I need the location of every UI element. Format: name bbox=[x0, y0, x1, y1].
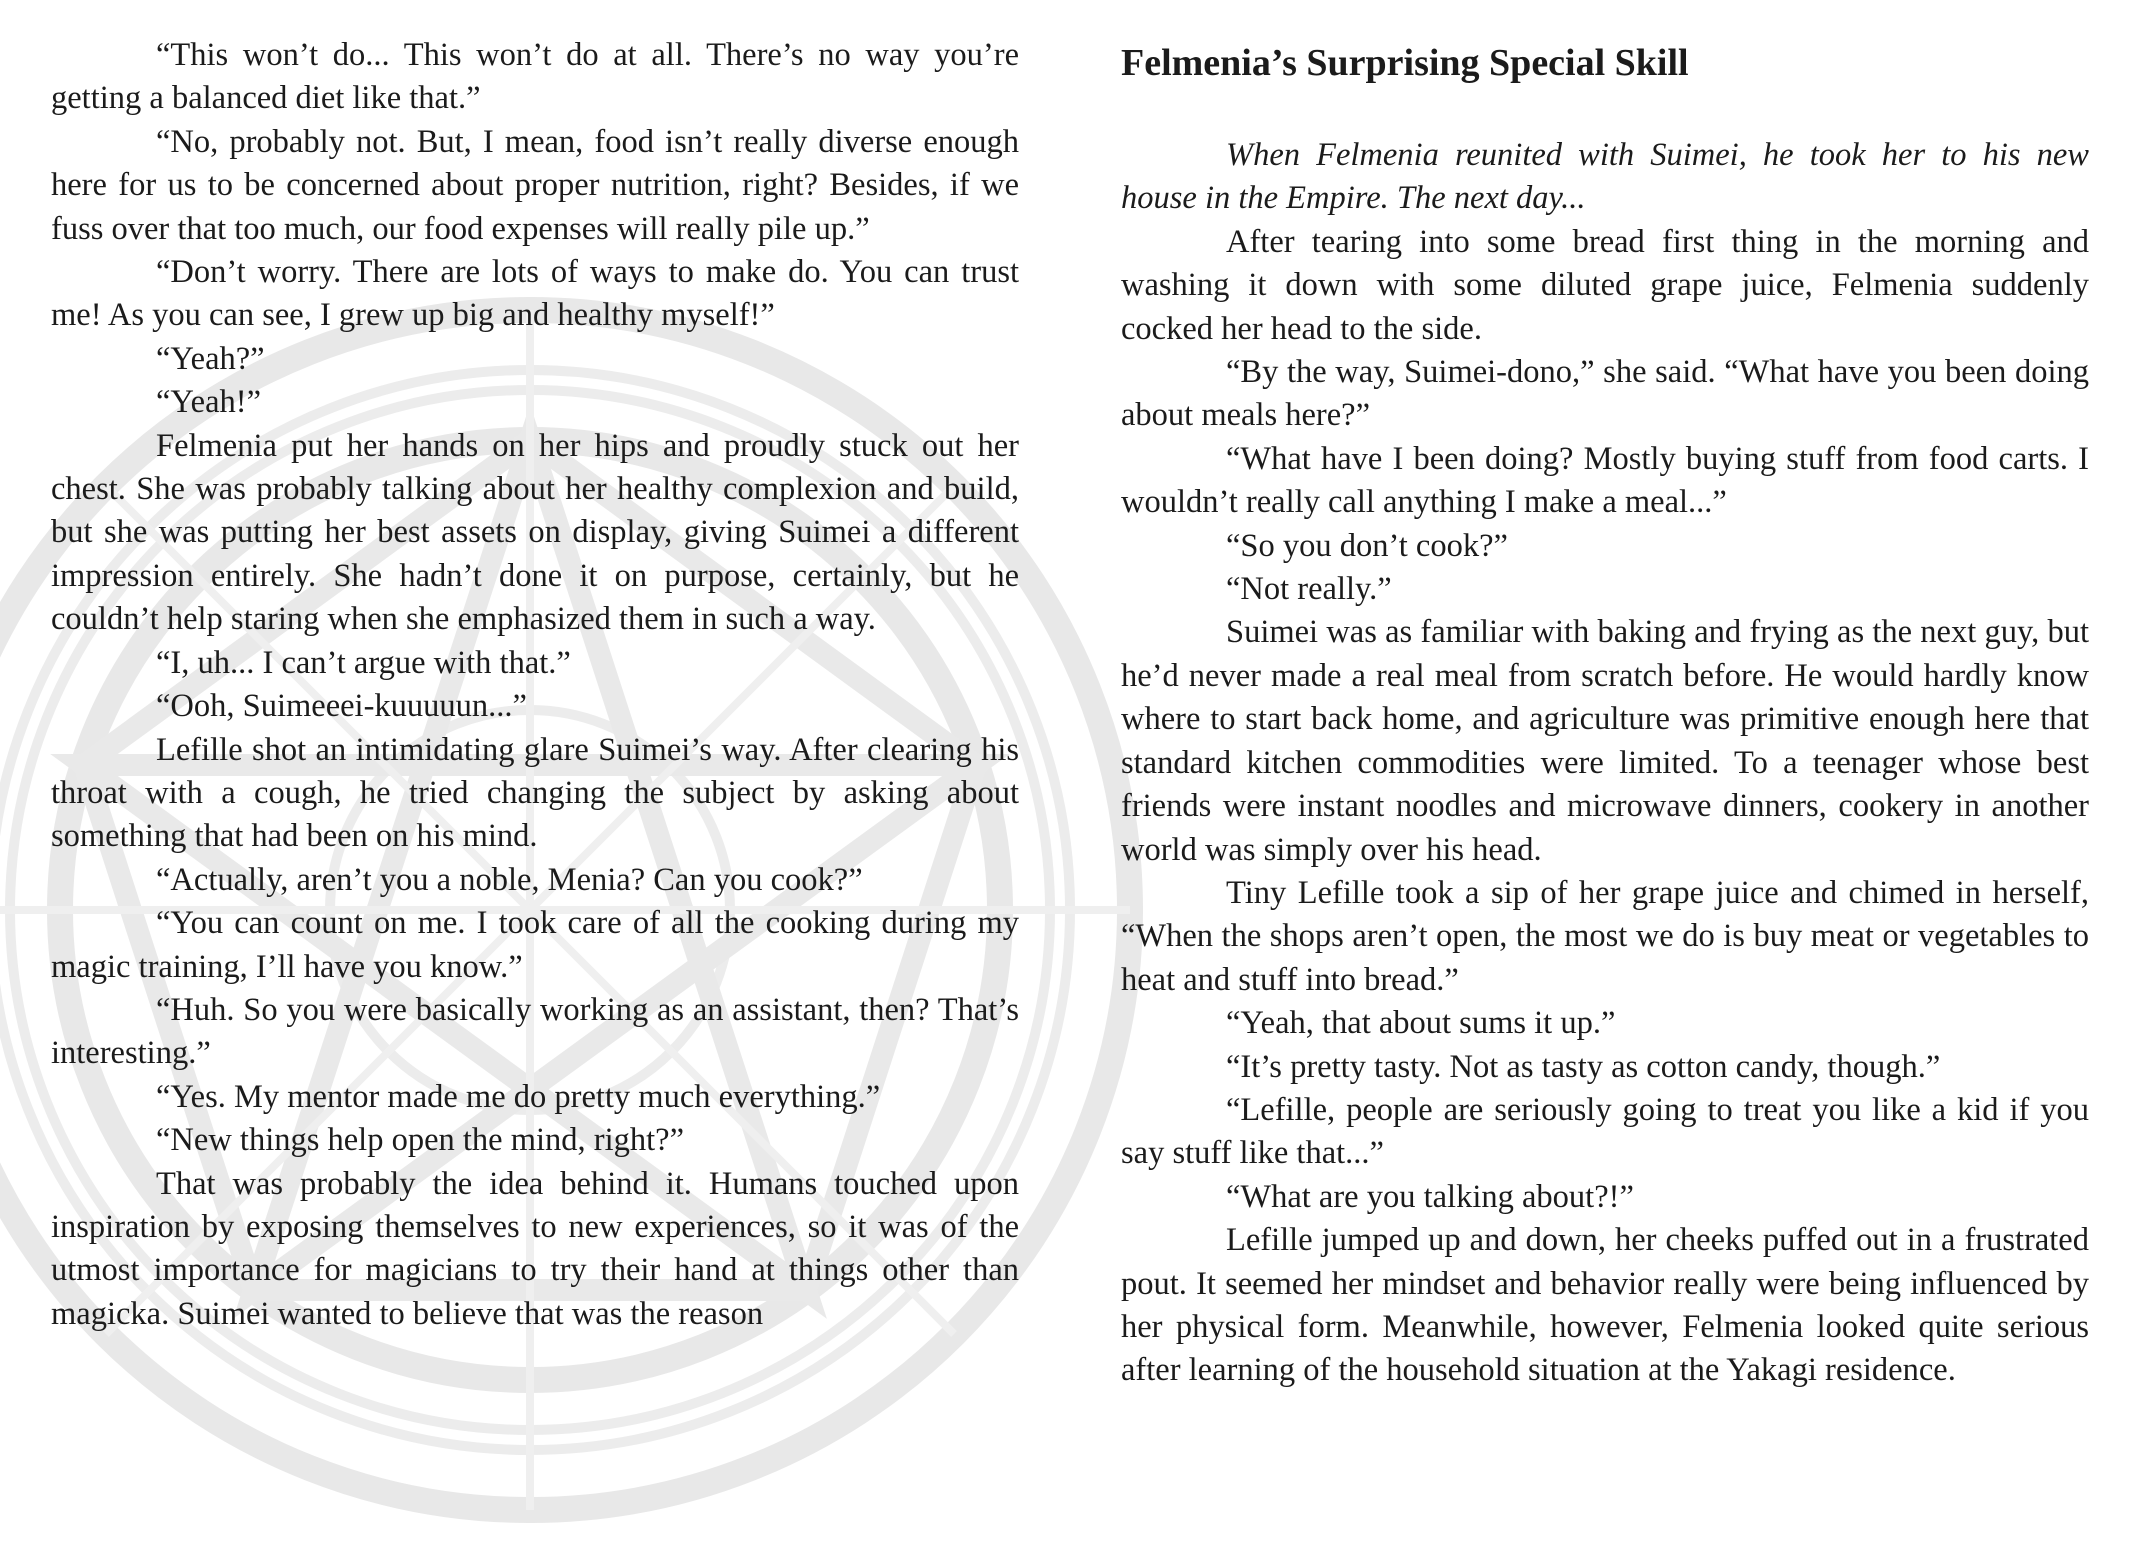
paragraph: “Huh. So you were basically working as an assistant, then? That’s interesting.” bbox=[51, 991, 1019, 1072]
paragraph: “Lefille, people are seriously going to treat you like a kid if you say stuff like that...” bbox=[1121, 1091, 2089, 1172]
paragraph: After tearing into some bread first thing in the morning and washing it down with some diluted grape juice, Felmenia suddenly cocked her head to the side. bbox=[1121, 223, 2089, 347]
paragraph: “Yeah, that about sums it up.” bbox=[1226, 1005, 1616, 1042]
paragraph: “Yeah?” bbox=[156, 340, 265, 377]
paragraph: That was probably the idea behind it. Humans touched upon inspiration by exposing themselves to new experiences, so it was of the utmost importance for magicians to try their hand at things other than magicka. Suimei wanted to believe that was the reason bbox=[51, 1165, 1019, 1332]
paragraph: Lefille shot an intimidating glare Suimei’s way. After clearing his throat with a cough, he tried changing the subject by asking about something that had been on his mind. bbox=[51, 731, 1019, 855]
left-page bbox=[51, 34, 1019, 1336]
paragraph: “Not really.” bbox=[1226, 571, 1392, 608]
paragraph: “New things help open the mind, right?” bbox=[156, 1122, 684, 1159]
right-page bbox=[1121, 38, 2089, 1393]
paragraph: “Don’t worry. There are lots of ways to make do. You can trust me! As you can see, I grew up big and healthy myself!” bbox=[51, 254, 1019, 334]
paragraph: “You can count on me. I took care of all the cooking during my magic training, I’ll have you know.” bbox=[51, 905, 1019, 985]
paragraph: Tiny Lefille took a sip of her grape juice and chimed in herself, “When the shops aren’t open, the most we do is buy meat or vegetables to heat and stuff into bread.” bbox=[1121, 874, 2089, 998]
paragraph: “Yes. My mentor made me do pretty much everything.” bbox=[156, 1078, 881, 1115]
paragraph: “What are you talking about?!” bbox=[1226, 1178, 1634, 1215]
paragraph: “This won’t do... This won’t do at all. There’s no way you’re getting a balanced diet like that.” bbox=[51, 37, 1019, 117]
paragraph: “Actually, aren’t you a noble, Menia? Can you cook?” bbox=[156, 861, 863, 898]
paragraph: “I, uh... I can’t argue with that.” bbox=[156, 644, 571, 681]
paragraph: “Yeah!” bbox=[156, 384, 261, 421]
paragraph: “By the way, Suimei-dono,” she said. “What have you been doing about meals here?” bbox=[1121, 354, 2089, 434]
paragraph: Suimei was as familiar with baking and frying as the next guy, but he’d never made a real meal from scratch before. He would hardly know where to start back home, and agriculture was primitive enough here that standard kitchen commodities were limited. To a teenager whose best friends were instant noodles and microwave dinners, cookery in another world was simply over his head. bbox=[1121, 614, 2089, 868]
paragraph: “So you don’t cook?” bbox=[1226, 527, 1508, 564]
chapter-intro: When Felmenia reunited with Suimei, he took her to his new house in the Empire. The next day... bbox=[1121, 137, 2089, 217]
paragraph: “What have I been doing? Mostly buying stuff from food carts. I wouldn’t really call anything I make a meal...” bbox=[1121, 440, 2089, 521]
paragraph: “Ooh, Suimeeei-kuuuuun...” bbox=[156, 688, 527, 725]
paragraph: “It’s pretty tasty. Not as tasty as cotton candy, though.” bbox=[1226, 1048, 1941, 1085]
chapter-title: Felmenia’s Surprising Special Skill bbox=[1121, 42, 1689, 84]
paragraph: “No, probably not. But, I mean, food isn’t really diverse enough here for us to be concerned about proper nutrition, right? Besides, if we fuss over that too much, our food expenses will really pile up.” bbox=[51, 123, 1019, 247]
paragraph: Lefille jumped up and down, her cheeks puffed out in a frustrated pout. It seemed her mindset and behavior really were being influenced by her physical form. Meanwhile, however, Felmenia looked quite serious after learning of the household situation at the Yakagi residence. bbox=[1121, 1222, 2089, 1389]
paragraph: Felmenia put her hands on her hips and proudly stuck out her chest. She was probably talking about her healthy complexion and build, but she was putting her best assets on display, giving Suimei a different impression entirely. She hadn’t done it on purpose, certainly, but he couldn’t help staring when she emphasized them in such a way. bbox=[51, 427, 1019, 638]
